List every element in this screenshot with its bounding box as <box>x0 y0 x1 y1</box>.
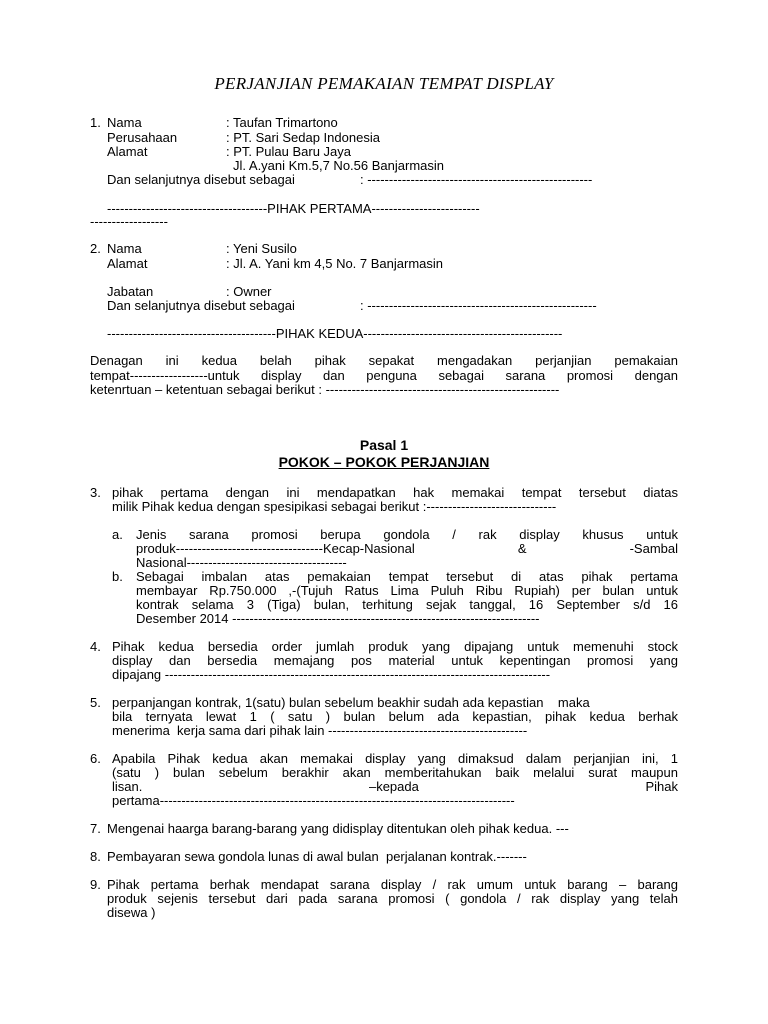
party-one-address-label: Alamat <box>107 144 148 159</box>
clause-line: Apabila Pihak kedua akan memakai display yang dimaksud dalam perjanjian ini, 1 <box>112 751 678 766</box>
clause-line: dipajang ----------------------------------------------------------------------------------------- <box>112 667 551 682</box>
party-one-address-value: : PT. Pulau Baru Jaya <box>226 144 352 159</box>
sub-clause-line: kontrak selama 3 (Tiga) bulan, terhitung sejak tanggal, 16 September s/d 16 <box>136 597 678 612</box>
clause-line: pihak pertama dengan ini mendapatkan hak memakai tempat tersebut diatas <box>112 485 678 500</box>
clause-number: 9. <box>90 877 101 892</box>
document-title: PERJANJIAN PEMAKAIAN TEMPAT DISPLAY <box>214 74 554 93</box>
party-two-number: 2. <box>90 241 101 256</box>
party-two-position-label: Jabatan <box>107 284 154 299</box>
party-one-divider-tail: ------------------ <box>90 214 168 229</box>
clause-line: disewa ) <box>107 905 156 920</box>
intro-line: tempat------------------untuk display dan penguna sebagai sarana promosi dengan <box>90 368 678 383</box>
intro-line: Denagan ini kedua belah pihak sepakat mengadakan perjanjian pemakaian <box>90 353 678 368</box>
party-two-name-value: : Yeni Susilo <box>226 241 297 256</box>
party-one-number: 1. <box>90 115 101 130</box>
sub-clause-label: b. <box>112 569 123 584</box>
article-number: Pasal 1 <box>359 437 409 453</box>
clause-number: 4. <box>90 639 101 654</box>
clause-line: produk sejenis tersebut dari pada sarana promosi ( gondola / rak display yang telah <box>107 891 678 906</box>
party-one-name-value: : Taufan Trimartono <box>226 115 338 130</box>
sub-clause-line: Nasional------------------------------------- <box>136 555 347 570</box>
sub-clause-line: Desember 2014 ----------------------------------------------------------------------- <box>136 611 540 626</box>
clause-line: Pembayaran sewa gondola lunas di awal bulan perjalanan kontrak.------- <box>107 849 527 864</box>
clause-number: 5. <box>90 695 101 710</box>
party-one-divider: -------------------------------------PIHAK PERTAMA------------------------- <box>107 201 480 216</box>
clause-number: 7. <box>90 821 101 836</box>
party-one-company-label: Perusahaan <box>107 130 178 145</box>
clause-number: 6. <box>90 751 101 766</box>
clause-line: Pihak kedua bersedia order jumlah produk yang dipajang untuk memenuhi stock <box>112 639 678 654</box>
clause-line: milik Pihak kedua dengan spesipikasi sebagai berikut :------------------------------ <box>112 499 557 514</box>
party-two-divider: ---------------------------------------PIHAK KEDUA---------------------------------------------- <box>107 326 563 341</box>
sub-clause-line: Jenis sarana promosi berupa gondola / rak display khusus untuk <box>136 527 678 542</box>
sub-clause-line: membayar Rp.750.000 ,-(Tujuh Ratus Lima Puluh Ribu Rupiah) per bulan untuk <box>136 583 678 598</box>
party-one-designation-label: Dan selanjutnya disebut sebagai <box>107 172 295 187</box>
clause-line: menerima kerja sama dari pihak lain ---------------------------------------------- <box>112 723 528 738</box>
party-one-address-line2: Jl. A.yani Km.5,7 No.56 Banjarmasin <box>233 158 444 173</box>
clause-line: perpanjangan kontrak, 1(satu) bulan sebelum beakhir sudah ada kepastian maka <box>112 695 590 710</box>
clause-line: Pihak pertama berhak mendapat sarana display / rak umum untuk barang – barang <box>107 877 678 892</box>
party-one-company-value: : PT. Sari Sedap Indonesia <box>226 130 380 145</box>
party-two-address-label: Alamat <box>107 256 148 271</box>
intro-line: ketenrtuan – ketentuan sebagai berikut : ------------------------------------------------------ <box>90 382 560 397</box>
sub-clause-line: produk----------------------------------Kecap-Nasional & -Sambal <box>136 541 678 556</box>
sub-clause-line: Sebagai imbalan atas pemakaian tempat tersebut di atas pihak pertama <box>136 569 678 584</box>
party-two-designation-value: : ----------------------------------------------------- <box>360 298 597 313</box>
article-heading-text: POKOK – POKOK PERJANJIAN <box>278 454 490 470</box>
clause-number: 8. <box>90 849 101 864</box>
clause-line: pertama---------------------------------------------------------------------------------- <box>112 793 515 808</box>
clause-line: Mengenai haarga barang-barang yang didisplay ditentukan oleh pihak kedua. --- <box>107 821 569 836</box>
clause-line: display dan bersedia memajang pos material untuk kepentingan promosi yang <box>112 653 678 668</box>
clause-number: 3. <box>90 485 101 500</box>
party-two-address-value: : Jl. A. Yani km 4,5 No. 7 Banjarmasin <box>226 256 444 271</box>
article-heading <box>0 454 768 470</box>
clause-line: (satu ) bulan sebelum berakhir akan memberitahukan baik melalui surat maupun <box>112 765 678 780</box>
party-two-name-label: Nama <box>107 241 142 256</box>
party-two-designation-label: Dan selanjutnya disebut sebagai <box>107 298 295 313</box>
party-two-position-value: : Owner <box>226 284 272 299</box>
party-one-designation-value: : ---------------------------------------------------- <box>360 172 593 187</box>
clause-line: lisan. –kepada Pihak <box>112 779 678 794</box>
sub-clause-label: a. <box>112 527 123 542</box>
clause-line: bila ternyata lewat 1 ( satu ) bulan belum ada kepastian, pihak kedua berhak <box>112 709 678 724</box>
party-one-name-label: Nama <box>107 115 142 130</box>
